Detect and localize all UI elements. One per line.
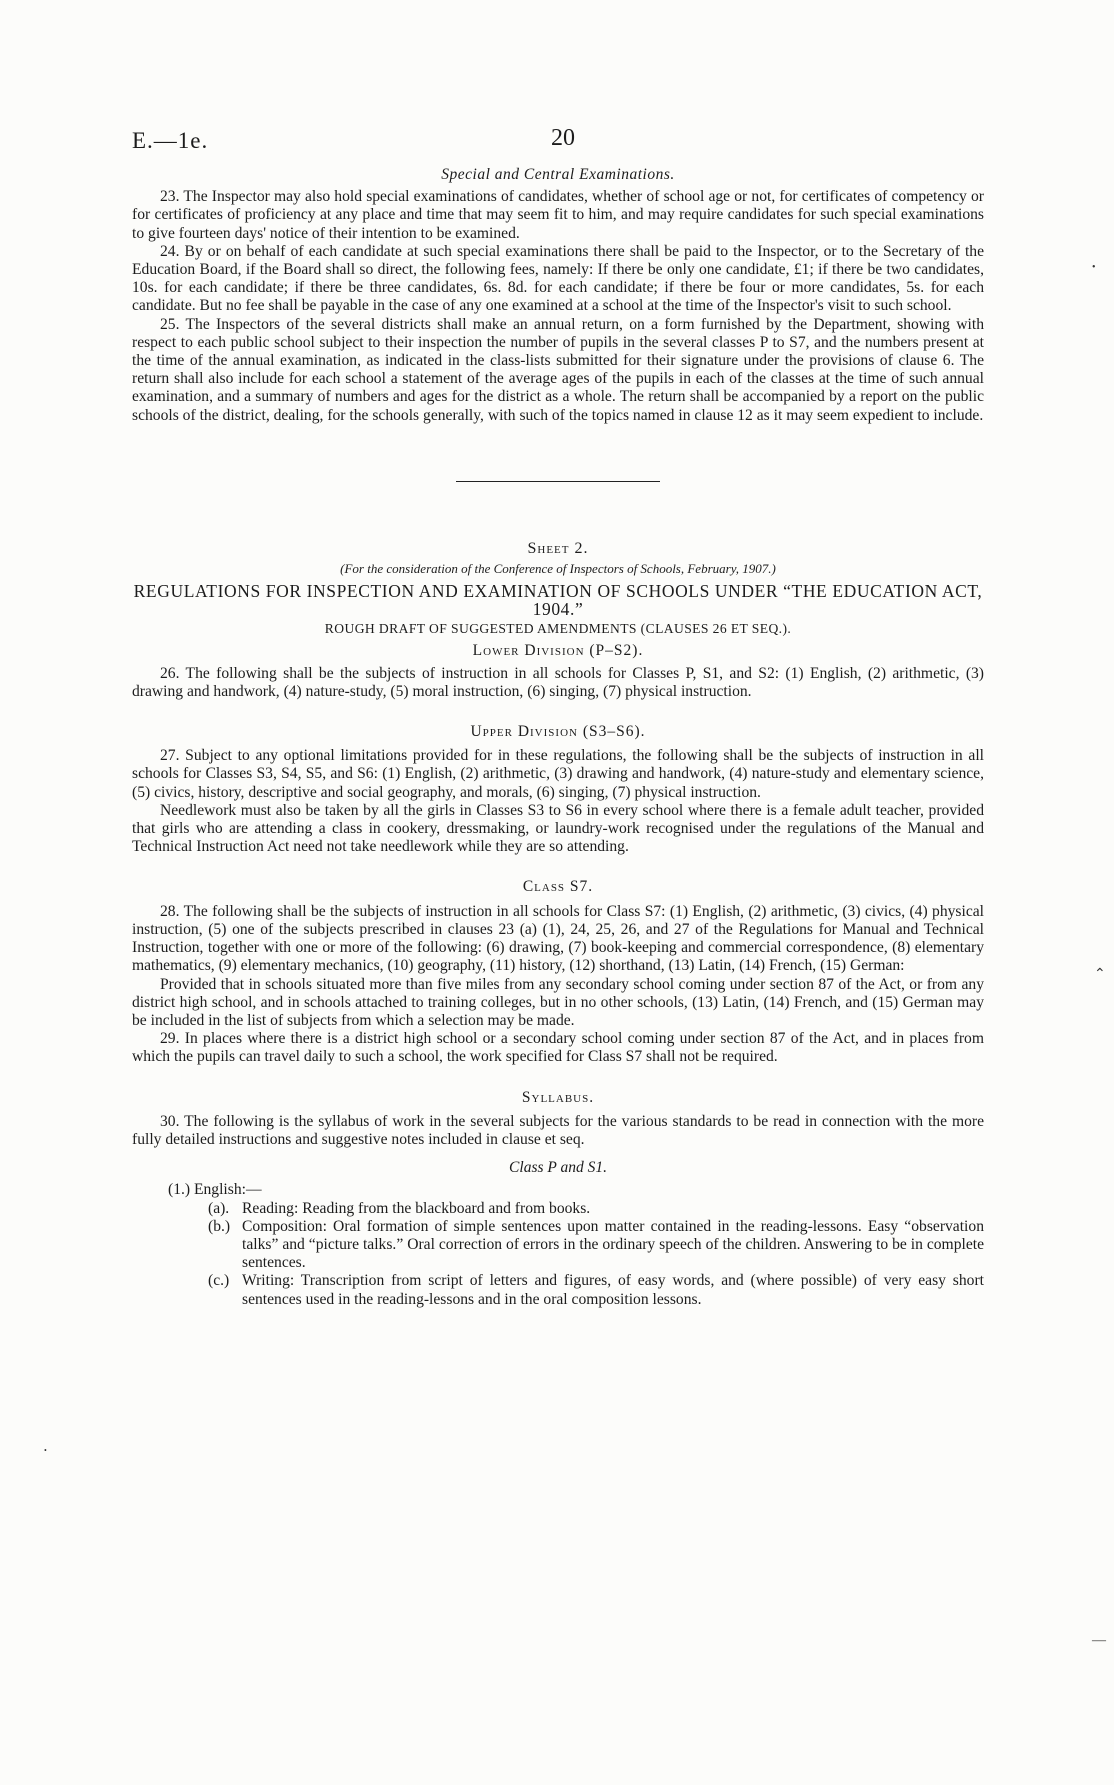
sheet-title: Sheet 2.	[527, 539, 589, 557]
margin-speck: •	[1092, 262, 1096, 273]
consideration-note: (For the consideration of the Conference of Inspectors of Schools, February, 1907.)	[340, 561, 776, 577]
item-label: (a).	[208, 1199, 230, 1217]
page-number: 20	[551, 125, 575, 151]
margin-mark: —	[1092, 1633, 1106, 1648]
list-item	[208, 1218, 984, 1273]
english-label: (1.) English:—	[168, 1181, 262, 1199]
section-divider	[456, 481, 660, 482]
syllabus-heading: Syllabus.	[521, 1088, 595, 1106]
proviso-paragraph: Provided that in schools situated more than five miles from any secondary school coming under section 87 of the Act, or from any district high school, and in schools attached to training colleges, but in no other schools, (13) Latin, (14) French, and (15) German may be included in the list of subjects from which a selection may be made.	[132, 975, 984, 1029]
english-subitems	[208, 1200, 984, 1309]
clause-26: 26. The following shall be the subjects of instruction in all schools for Classes P, S1, and S2: (1) English, (2) arithmetic, (3) drawing and handwork, (4) nature-study, (5) moral instruction, (6) singing, (7) physical instruction.	[132, 664, 984, 700]
document-reference: E.—1e.	[132, 128, 209, 153]
item-text: Reading: Reading from the blackboard and from books.	[242, 1199, 591, 1217]
page-header	[132, 118, 984, 158]
item-text: Composition: Oral formation of simple sentences upon matter contained in the reading-lessons. Easy “observation talks” and “picture talks.” Oral correction of errors in the ordinary speech of the children. Answering to be in complete sentences.	[242, 1217, 984, 1272]
rough-draft-heading: ROUGH DRAFT OF SUGGESTED AMENDMENTS (CLAUSES 26 ET SEQ.).	[324, 621, 792, 637]
clause-23: 23. The Inspector may also hold special examinations of candidates, whether of school age or not, for certificates of competency or for certificates of proficiency at any place and time that may seem fit to him, and may require candidates for such special examinations to give fourteen days' notice of their intention to be examined.	[132, 188, 984, 242]
clause-25: 25. The Inspectors of the several districts shall make an annual return, on a form furnished by the Department, showing with respect to each public school subject to their inspection the number of pupils in the several classes P to S7, and the numbers present at the time of the annual examination, as indicated in the class-lists submitted for their signature under the provisions of clause 6. The return shall also include for each school a statement of the average ages of the pupils in each of the classes at the time of such annual examination, and a summary of numbers and ages for the district as a whole. The return shall be accompanied by a report on the public schools of the district, dealing, for the schools generally, with such of the topics named in clause 12 as it may seem expedient to include.	[132, 315, 984, 424]
clause-27: 27. Subject to any optional limitations provided for in these regulations, the following shall be the subjects of instruction in all schools for Classes S3, S4, S5, and S6: (1) English, (2) arithmetic, (3) drawing and handwork, (4) nature-study and elementary science, (5) civics, history, descriptive and social geography, and morals, (6) singing, (7) physical instruction.	[132, 747, 984, 801]
margin-speck: •	[44, 1446, 47, 1455]
class-p-s1-heading: Class P and S1.	[509, 1159, 607, 1177]
lower-division-heading: Lower Division (P–S2).	[472, 642, 644, 660]
clause-28: 28. The following shall be the subjects of instruction in all schools for Class S7: (1) English, (2) arithmetic, (3) civics, (4) physical instruction, (5) one of the subjects prescribed in clauses 23 (a) (1), 24, 25, 26, and 27 of the Regulations for Manual and Technical Instruction, together with one or more of the following: (6) drawing, (7) book-keeping and commercial correspondence, (8) elementary mathematics, (9) elementary mechanics, (10) geography, (11) history, (12) shorthand, (13) Latin, (14) French, (15) German:	[132, 902, 984, 975]
special-examinations-heading: Special and Central Examinations.	[441, 166, 675, 183]
upper-division-heading: Upper Division (S3–S6).	[470, 723, 646, 741]
item-label: (c.)	[208, 1272, 230, 1290]
clause-24: 24. By or on behalf of each candidate at such special examinations there shall be paid to the Inspector, or to the Secretary of the Education Board, if the Board shall so direct, the following fees, namely: If there be only one candidate, £1; if there be two candidates, 10s. for each candidate; if there be three candidates, 6s. 8d. for each candidate; if there be four or more candidates, 5s. for each candidate. But no fee shall be payable in the case of any one examined at a school at the time of the Inspector's visit to such school.	[132, 242, 984, 315]
regulations-title: REGULATIONS FOR INSPECTION AND EXAMINATION OF SCHOOLS UNDER “THE EDUCATION ACT, 1904.”	[133, 581, 983, 620]
class-s7-heading: Class S7.	[522, 878, 594, 896]
list-item	[208, 1200, 984, 1218]
clause-30: 30. The following is the syllabus of work in the several subjects for the various standards to be read in connection with the more fully detailed instructions and suggestive notes included in clause et seq.	[132, 1112, 984, 1148]
item-text: Writing: Transcription from script of letters and figures, of easy words, and (where possible) of very easy short sentences used in the reading-lessons and in the oral composition lessons.	[242, 1272, 984, 1308]
clause-29: 29. In places where there is a district high school or a secondary school coming under section 87 of the Act, and in places from which the pupils can travel daily to such a school, the work specified for Class S7 shall not be required.	[132, 1030, 984, 1066]
document-page	[132, 118, 984, 1309]
list-item	[208, 1272, 984, 1308]
needlework-paragraph: Needlework must also be taken by all the girls in Classes S3 to S6 in every school where there is a female adult teacher, provided that girls who are attending a class in cookery, dressmaking, or laundry-work recognised under the regulations of the Manual and Technical Instruction Act need not take needlework while they are so attending.	[132, 801, 984, 856]
margin-mark: ⌃	[1094, 967, 1106, 982]
item-label: (b.)	[208, 1217, 231, 1235]
